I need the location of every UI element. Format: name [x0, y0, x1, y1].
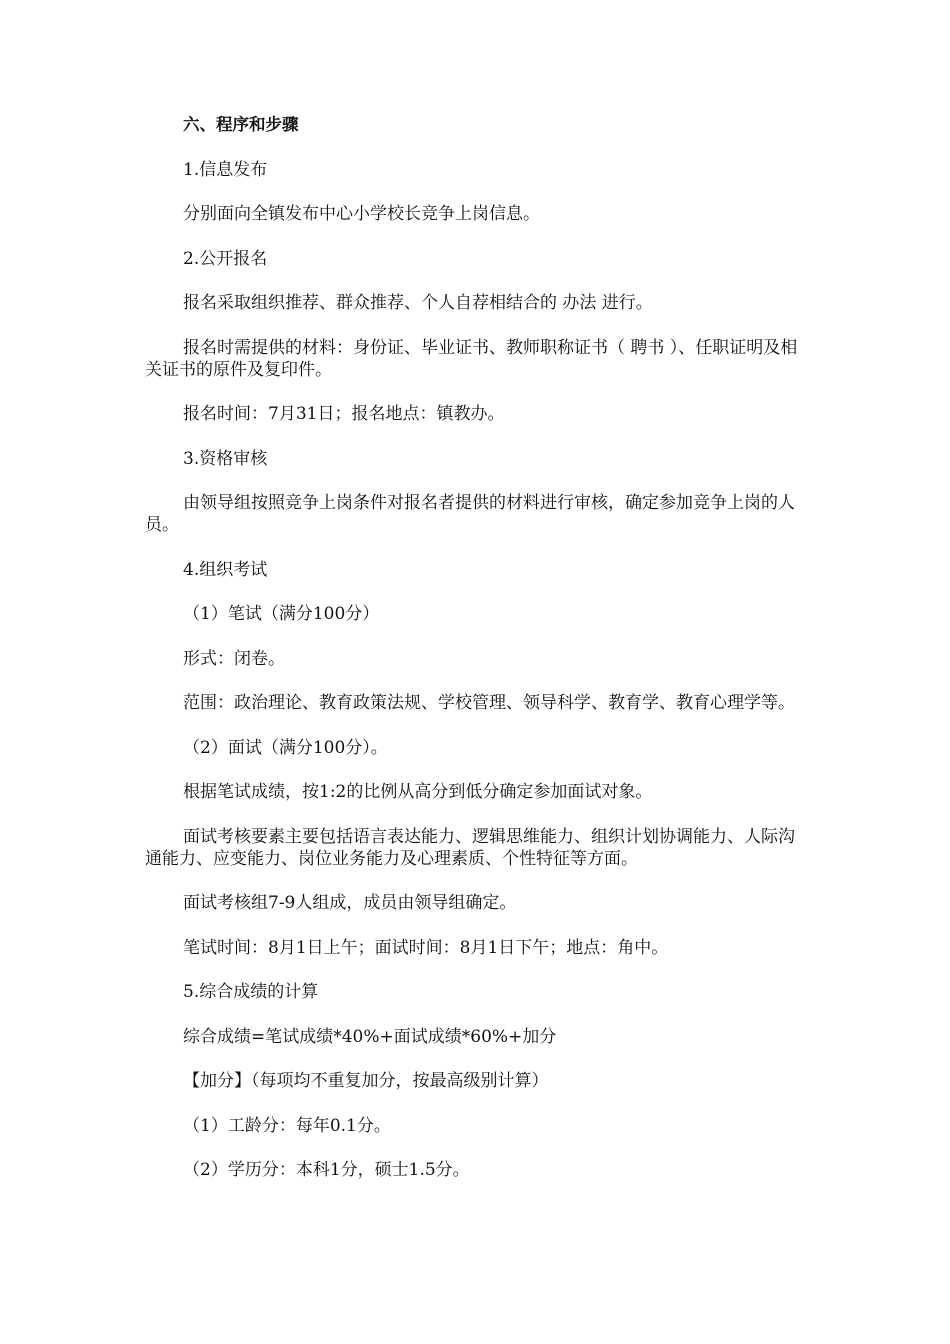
paragraph: （2）面试（满分100分）。 — [183, 737, 388, 758]
paragraph: 面试考核要素主要包括语言表达能力、逻辑思维能力、组织计划协调能力、人际沟通能力、应变能力、岗位业务能力及心理素质、个性特征等方面。 — [145, 826, 795, 869]
paragraph: 面试考核组7-9人组成，成员由领导组确定。 — [183, 893, 517, 913]
subsection-heading: 4.组织考试 — [183, 559, 268, 580]
paragraph: 笔试时间：8月1日上午；面试时间：8月1日下午；地点：角中。 — [183, 937, 669, 958]
paragraph: 由领导组按照竞争上岗条件对报名者提供的材料进行审核，确定参加竞争上岗的人员。 — [145, 493, 795, 535]
paragraph: （1）笔试（满分100分） — [183, 604, 380, 624]
section-heading: 六、程序和步骤 — [183, 115, 299, 134]
paragraph: （1）工龄分：每年0.1分。 — [183, 1115, 391, 1136]
paragraph: （2）学历分：本科1分，硕士1.5分。 — [183, 1160, 470, 1180]
paragraph: 报名时需提供的材料：身份证、毕业证书、教师职称证书（ 聘书 ）、任职证明及相关证书的原件及复印件。 — [145, 337, 798, 380]
subsection-heading: 1.信息发布 — [183, 159, 268, 180]
paragraph: 形式：闭卷。 — [183, 648, 285, 669]
paragraph: 【加分】（每项均不重复加分，按最高级别计算） — [183, 1071, 549, 1091]
subsection-heading: 3.资格审核 — [183, 448, 268, 469]
paragraph: 报名采取组织推荐、群众推荐、个人自荐相结合的 办法 进行。 — [183, 293, 653, 313]
paragraph: 分别面向全镇发布中心小学校长竞争上岗信息。 — [183, 204, 540, 224]
paragraph: 根据笔试成绩，按1:2的比例从高分到低分确定参加面试对象。 — [183, 782, 653, 802]
document-body — [145, 114, 810, 1181]
paragraph: 报名时间：7月31日；报名地点：镇教办。 — [183, 404, 505, 424]
subsection-heading: 2.公开报名 — [183, 248, 268, 269]
paragraph: 范围：政治理论、教育政策法规、学校管理、领导科学、教育学、教育心理学等。 — [183, 693, 795, 713]
paragraph: 综合成绩=笔试成绩*40%+面试成绩*60%+加分 — [183, 1026, 557, 1047]
subsection-heading: 5.综合成绩的计算 — [183, 982, 319, 1002]
